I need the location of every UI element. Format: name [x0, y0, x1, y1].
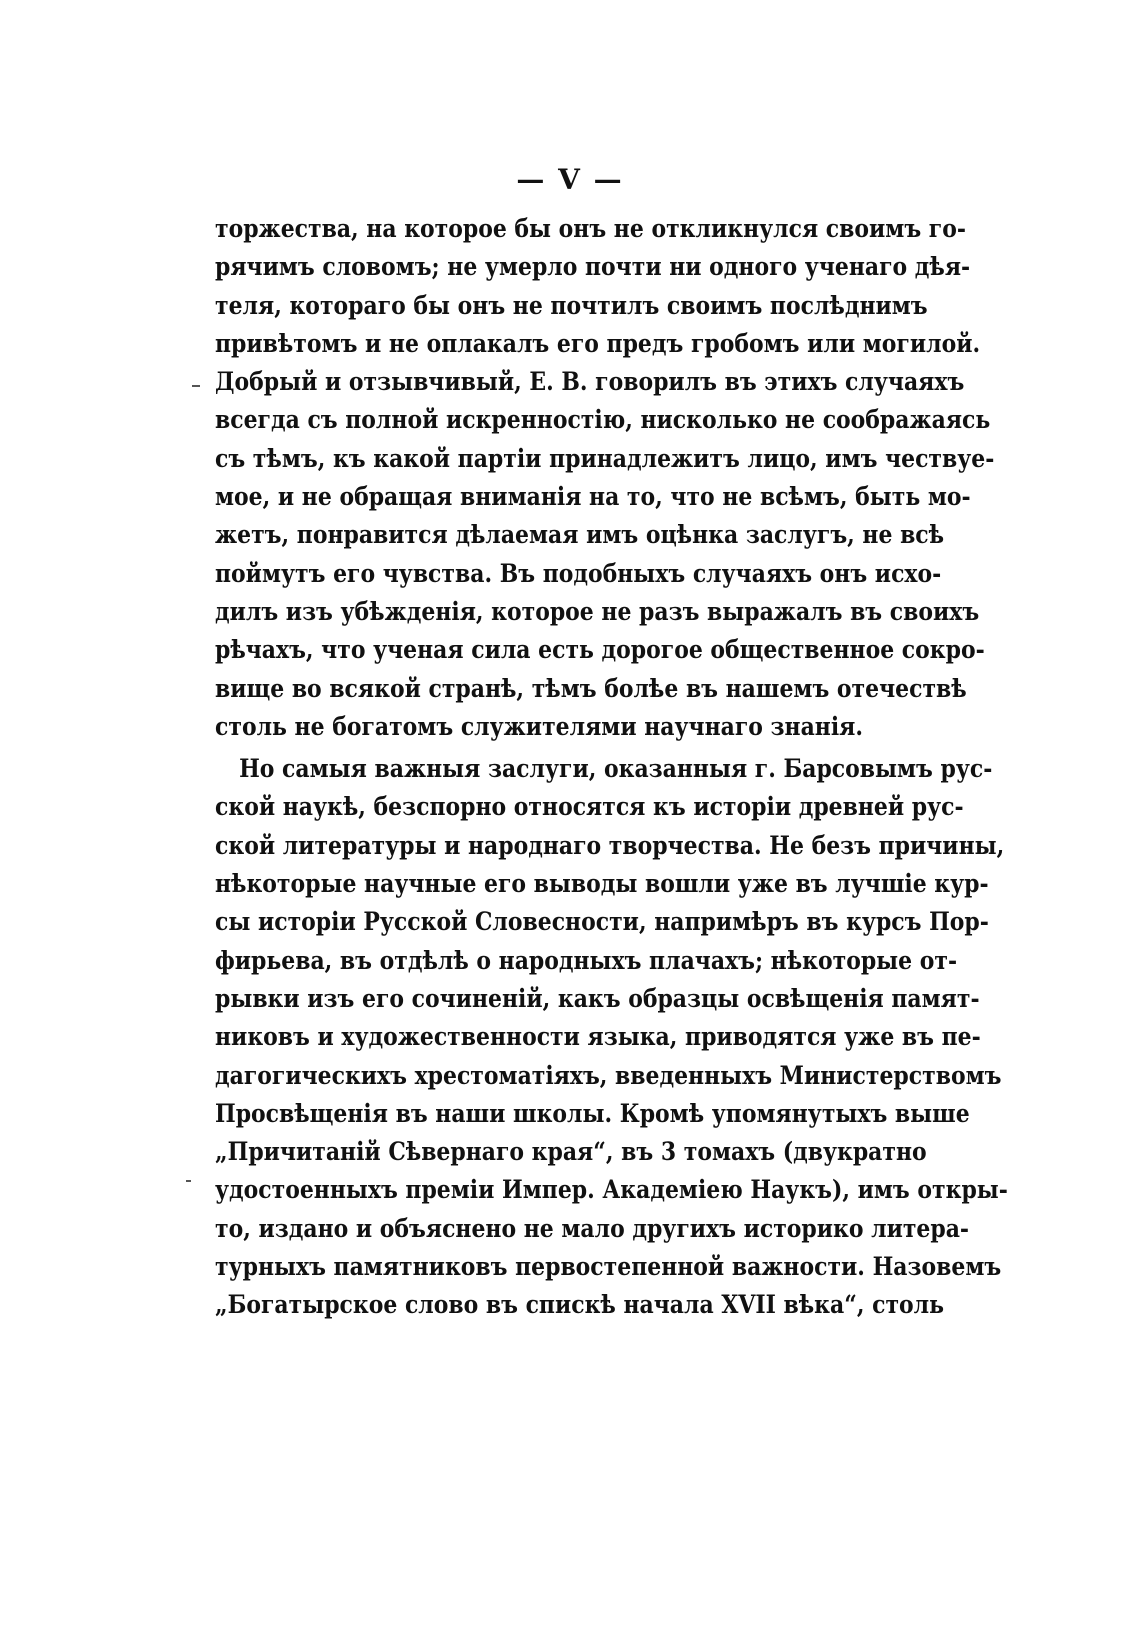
text-line: дагогическихъ хрестоматіяхъ, введенныхъ Министерствомъ: [215, 1060, 1002, 1091]
text-line: торжества, на которое бы онъ не откликнулся своимъ го-: [215, 214, 966, 244]
text-line: вище во всякой странѣ, тѣмъ болѣе въ нашемъ отечествѣ: [215, 673, 967, 704]
text-line: теля, котораго бы онъ не почтилъ своимъ послѣднимъ: [215, 290, 928, 321]
text-line: то, издано и объяснено не мало другихъ историко литера-: [215, 1213, 970, 1244]
text-line: Но самыя важныя заслуги, оказанныя г. Барсовымъ рус-: [239, 754, 993, 785]
text-line: привѣтомъ и не оплакалъ его предъ гробомъ или могилой.: [215, 328, 981, 359]
text-line: турныхъ памятниковъ первостепенной важности. Назовемъ: [215, 1252, 1002, 1283]
text-line: удостоенныхъ преміи Импер. Академіею Наукъ), имъ откры-: [215, 1175, 1008, 1206]
margin-mark: [192, 385, 200, 387]
margin-mark: [186, 1180, 191, 1182]
text-line: жетъ, понравится дѣлаемая имъ оцѣнка заслугъ, не всѣ: [215, 520, 945, 551]
text-line: „Богатырское слово въ спискѣ начала XVII вѣка“, столь: [215, 1290, 945, 1321]
text-line: дилъ изъ убѣжденія, которое не разъ выражалъ въ своихъ: [215, 596, 980, 627]
text-line: нѣкоторые научные его выводы вошли уже въ лучшіе кур-: [215, 869, 989, 900]
text-line: ской литературы и народнаго творчества. Не безъ причины,: [215, 830, 1005, 861]
text-line: Добрый и отзывчивый, Е. В. говорилъ въ этихъ случаяхъ: [215, 367, 965, 398]
paragraph: [215, 210, 995, 746]
page-number-header: — V —: [516, 163, 624, 196]
text-line: рячимъ словомъ; не умерло почти ни одного ученаго дѣя-: [215, 252, 971, 283]
text-line: фирьева, въ отдѣлѣ о народныхъ плачахъ; нѣкоторые от-: [215, 945, 958, 976]
text-line: всегда съ полной искренностію, нисколько не соображаясь: [215, 405, 991, 436]
text-line: мое, и не обращая вниманія на то, что не всѣмъ, быть мо-: [215, 482, 971, 513]
text-line: Просвѣщенія въ наши школы. Кромѣ упомянутыхъ выше: [215, 1098, 970, 1129]
text-line: рѣчахъ, что ученая сила есть дорогое общественное сокро-: [215, 635, 985, 666]
text-line: рывки изъ его сочиненій, какъ образцы освѣщенія памят-: [215, 983, 980, 1014]
paragraph: [215, 750, 1008, 1324]
text-line: никовъ и художественности языка, приводятся уже въ пе-: [215, 1022, 981, 1053]
body-text: [215, 210, 1008, 1325]
text-line: столь не богатомъ служителями научнаго знанія.: [215, 711, 864, 742]
text-line: съ тѣмъ, къ какой партіи принадлежитъ лицо, имъ чествуе-: [215, 443, 995, 474]
text-line: „Причитаній Сѣвернаго края“, въ 3 томахъ (двукратно: [215, 1137, 927, 1168]
text-line: ской наукѣ, безспорно относятся къ исторіи древней рус-: [215, 792, 964, 823]
text-line: поймутъ его чувства. Въ подобныхъ случаяхъ онъ исхо-: [215, 558, 942, 589]
text-line: сы исторіи Русской Словесности, напримѣръ въ курсъ Пор-: [215, 907, 989, 938]
